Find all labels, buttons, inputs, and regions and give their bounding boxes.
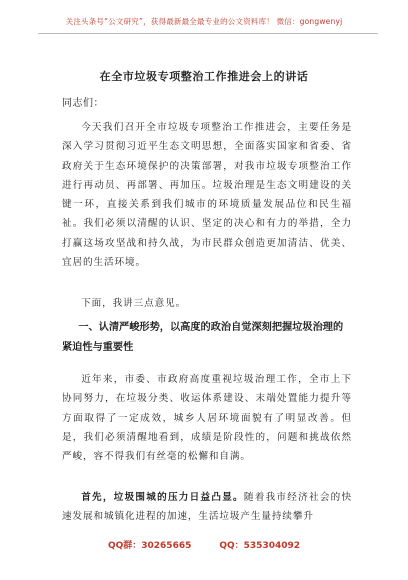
header-promo-note: 关注头条号“公文研究”，获得最新最全最专业的公文资料库！ 微信：gongwenyj	[65, 17, 343, 26]
header-divider	[38, 33, 378, 34]
section-heading: 一、认清严峻形势，以高度的政治自觉深刻把握垃圾治理的紧迫性与重要性	[62, 322, 344, 353]
document-title: 在全市垃圾专项整治工作推进会上的讲话	[99, 70, 309, 83]
point-paragraph	[62, 488, 352, 527]
footer-qq-group: QQ群：30265665	[107, 541, 192, 551]
point-text: 随着我市经济社会的快速发展和城镇化进程的加速，生活垃圾产生量持续攀升	[62, 492, 353, 523]
point-lead: 首先，垃圾围城的压力日益凸显。	[81, 492, 244, 503]
section-paragraph: 近年来，市委、市政府高度重视垃圾治理工作，全市上下协同努力，在垃圾分类、收运体系建设、末端处置能力提升等方面取得了一定成效，城乡人居环境面貌有了明显改善。但是，我们必须清醒地看到，成绩是阶段性的，问题和挑战依然严峻，容不得我们有丝毫的松懈和自满。	[62, 374, 352, 463]
salutation: 同志们：	[62, 98, 104, 109]
footer-contact	[0, 538, 408, 551]
paragraph-intro: 今天我们召开全市垃圾专项整治工作推进会，主要任务是深入学习贯彻习近平生态文明思想，全面落实国家和省委、省政府关于生态环境保护的决策部署，对我市垃圾专项整治工作进行再动员、再部署、再加压。垃圾治理是生态文明建设的关键一环，直接关系到我们城市的环境质量发展品位和民生福祉。我们必须以清醒的认识、坚定的决心和有力的举措，全力打赢这场攻坚战和持久战，为市民群众创造更加清洁、优美、宜居的生活环境。	[62, 122, 352, 269]
footer-qq: QQ：535304092	[219, 541, 301, 551]
paragraph-outline: 下面，我讲三点意见。	[81, 298, 187, 309]
